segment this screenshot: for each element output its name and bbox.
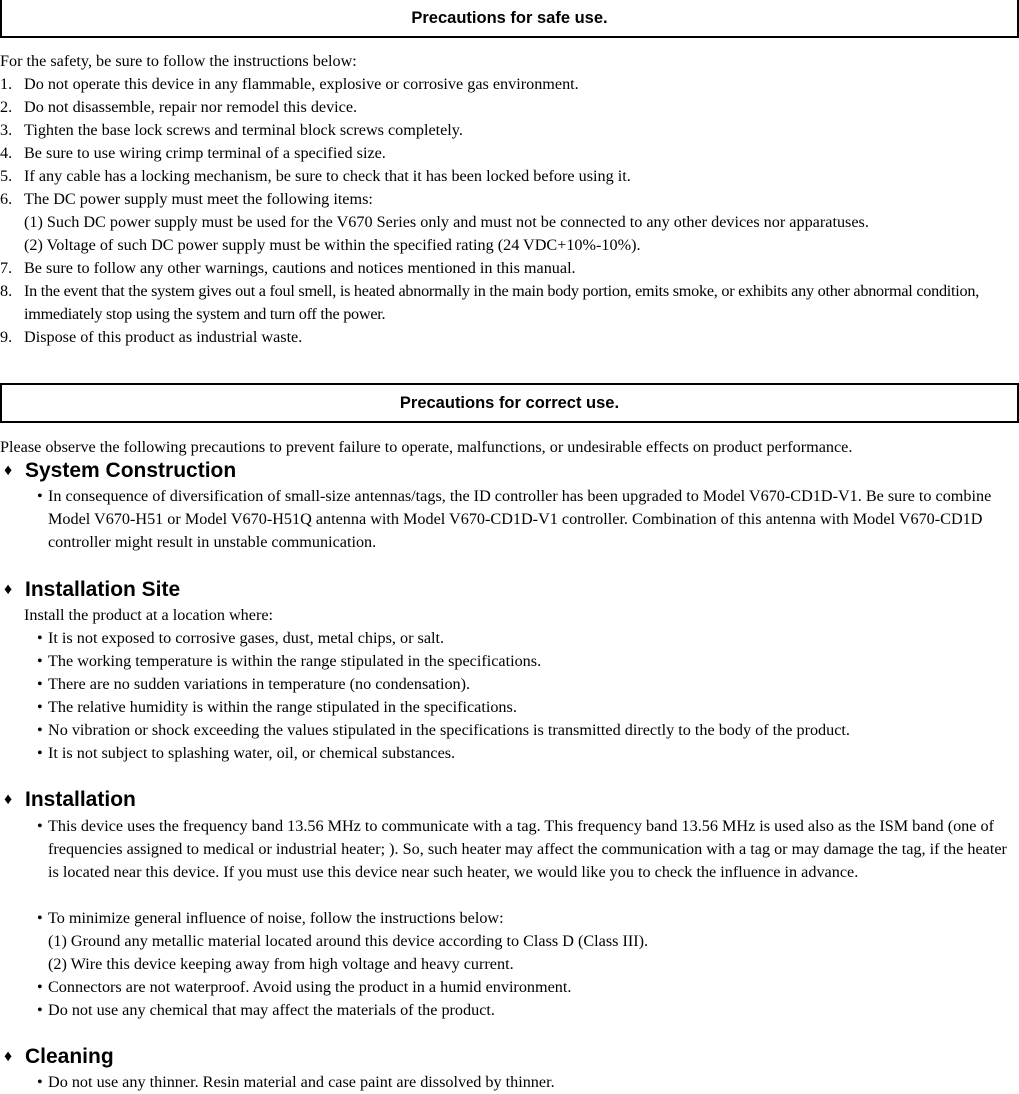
- bullet-icon: •: [37, 909, 43, 927]
- installation-noise-sub-1: (1) Ground any metallic material located around this device according to Class D (Class III).: [48, 932, 649, 950]
- diamond-icon: ♦: [4, 1048, 13, 1065]
- safe-item-6-sub-2: (2) Voltage of such DC power supply must be within the specified rating (24 VDC+10%-10%).: [24, 236, 641, 254]
- installation-bullet-1: • This device uses the frequency band 13.56 MHz to communicate with a tag. This frequency band 13.56 MHz is used also as the ISM band (one of frequencies assigned to medical or industrial heater; ). So, such heater may affect the communication with a tag or may damage the tag, if the heater is located near this device. If you must use this device near such heater, we would like you to check the influence in advance.: [37, 817, 1007, 881]
- installation-noise-sub-2: (2) Wire this device keeping away from high voltage and heavy current.: [48, 955, 514, 973]
- diamond-icon: ♦: [4, 791, 13, 808]
- safe-item-8: 8. In the event that the system gives out a foul smell, is heated abnormally in the main body portion, emits smoke, or exhibits any other abnormal condition, immediately stop using the system and turn off the power.: [0, 282, 980, 323]
- cleaning-heading: ♦ Cleaning: [4, 1045, 114, 1068]
- installation-site-heading: ♦ Installation Site: [4, 578, 181, 601]
- correct-use-intro: Please observe the following precautions to prevent failure to operate, malfunctions, or undesirable effects on product performance.: [0, 438, 853, 456]
- bullet-icon: •: [37, 698, 43, 716]
- bullet-icon: •: [37, 1001, 43, 1019]
- bullet-icon: •: [37, 652, 43, 670]
- correct-use-title-box: [0, 383, 1019, 423]
- bullet-icon: •: [37, 978, 43, 996]
- bullet-icon: •: [37, 629, 43, 647]
- bullet-icon: •: [37, 817, 43, 835]
- safe-item-6-sub-1: (1) Such DC power supply must be used for the V670 Series only and must not be connected to any other devices nor apparatuses.: [24, 213, 869, 231]
- safe-use-intro: For the safety, be sure to follow the instructions below:: [0, 52, 357, 70]
- system-construction-heading: ♦ System Construction: [4, 459, 237, 482]
- bullet-icon: •: [37, 1073, 43, 1091]
- safe-use-title: Precautions for safe use.: [411, 8, 608, 27]
- system-construction-bullet: • In consequence of diversification of small-size antennas/tags, the ID controller has been upgraded to Model V670-CD1D-V1. Be sure to combine Model V670-H51 or Model V670-H51Q antenna with Model V670-CD1D-V1 controller. Combination of this antenna with Model V670-CD1D controller might result in unstable communication.: [37, 487, 992, 551]
- bullet-icon: •: [37, 487, 43, 505]
- safe-use-title-box: [0, 0, 1019, 38]
- diamond-icon: ♦: [4, 581, 13, 598]
- diamond-icon: ♦: [4, 462, 13, 479]
- bullet-icon: •: [37, 675, 43, 693]
- correct-use-title: Precautions for correct use.: [399, 393, 620, 412]
- installation-site-intro: Install the product at a location where:: [24, 606, 274, 624]
- bullet-icon: •: [37, 744, 43, 762]
- installation-heading: ♦ Installation: [4, 788, 136, 811]
- bullet-icon: •: [37, 721, 43, 739]
